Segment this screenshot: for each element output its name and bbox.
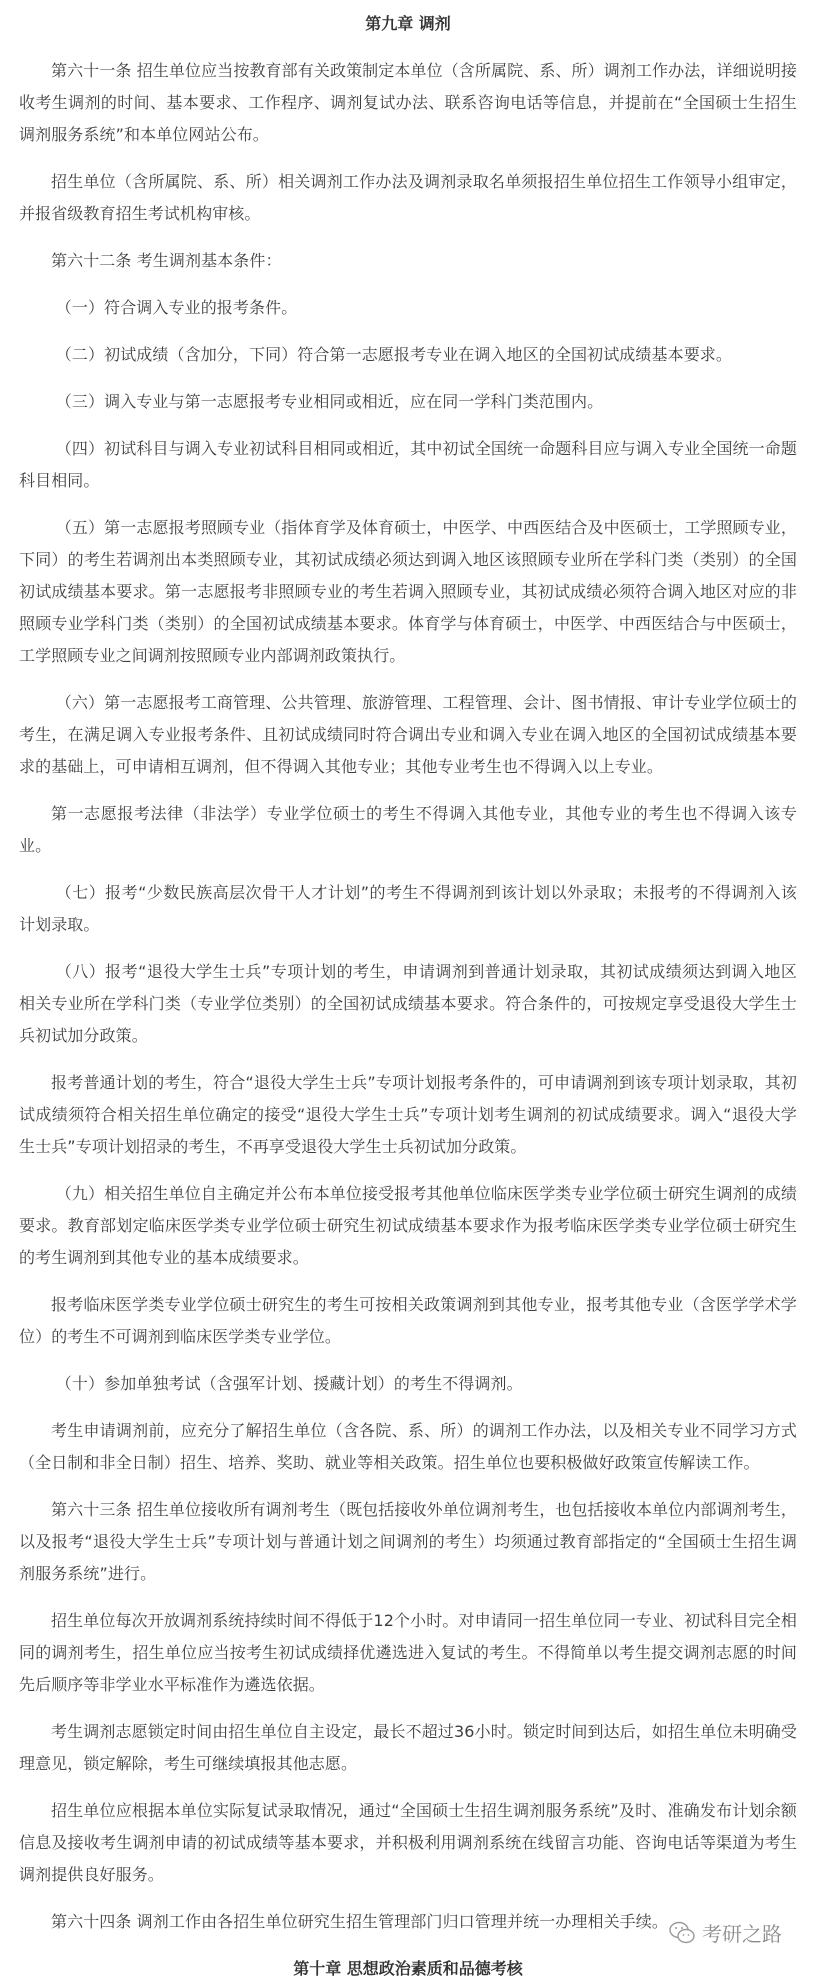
list-item: （六）第一志愿报考工商管理、公共管理、旅游管理、工程管理、会计、图书情报、审计专业学位硕士的考生，在满足调入专业报考条件、且初试成绩同时符合调出专业和调入专业在调入地区的全国初试成绩基本要求的基础上，可申请相互调剂，但不得调入其他专业；其他专业考生也不得调入以上专业。 <box>19 693 797 776</box>
paragraph: 招生单位应根据本单位实际复试录取情况，通过“全国硕士生招生调剂服务系统”及时、准确发布计划余额信息及接收考生调剂申请的初试成绩等基本要求，并积极利用调剂系统在线留言功能、咨询电话等渠道为考生调剂提供良好服务。 <box>19 1801 797 1884</box>
list-item: （一）符合调入专业的报考条件。 <box>55 298 298 317</box>
paragraph: 第六十一条 招生单位应当按教育部有关政策制定本单位（含所属院、系、所）调剂工作办法，详细说明接收考生调剂的时间、基本要求、工作程序、调剂复试办法、联系咨询电话等信息，并提前在“全国硕士生招生调剂服务系统”和本单位网站公布。 <box>19 61 797 144</box>
paragraph-list <box>19 55 797 1938</box>
paragraph: 招生单位每次开放调剂系统持续时间不得低于12个小时。对申请同一招生单位同一专业、初试科目完全相同的调剂考生，招生单位应当按考生初试成绩择优遴选进入复试的考生。不得简单以考生提交调剂志愿的时间先后顺序等非学业水平标准作为遴选依据。 <box>19 1611 797 1694</box>
paragraph: 报考普通计划的考生，符合“退役大学生士兵”专项计划报考条件的，可申请调剂到该专项计划录取，其初试成绩须符合相关招生单位确定的接受“退役大学生士兵”专项计划考生调剂的初试成绩要求。调入“退役大学生士兵”专项计划招录的考生，不再享受退役大学生士兵初试加分政策。 <box>19 1073 797 1156</box>
watermark-text: 考研之路 <box>702 1922 782 1946</box>
list-item: （十）参加单独考试（含强军计划、援藏计划）的考生不得调剂。 <box>55 1374 523 1393</box>
article-body <box>19 8 797 1985</box>
paragraph: 招生单位（含所属院、系、所）相关调剂工作办法及调剂录取名单须报招生单位招生工作领导小组审定，并报省级教育招生考试机构审核。 <box>19 172 797 223</box>
paragraph: 第六十三条 招生单位接收所有调剂考生（既包括接收外单位调剂考生，也包括接收本单位内部调剂考生，以及报考“退役大学生士兵”专项计划与普通计划之间调剂的考生）均须通过教育部指定的“全国硕士生招生调剂服务系统”进行。 <box>19 1500 797 1583</box>
list-item: （三）调入专业与第一志愿报考专业相同或相近，应在同一学科门类范围内。 <box>55 392 604 411</box>
list-item: （二）初试成绩（含加分，下同）符合第一志愿报考专业在调入地区的全国初试成绩基本要求。 <box>55 345 732 364</box>
chapter-title: 第九章 调剂 <box>365 14 451 33</box>
paragraph: 第六十四条 调剂工作由各招生单位研究生招生管理部门归口管理并统一办理相关手续。 <box>51 1912 668 1931</box>
list-item: （九）相关招生单位自主确定并公布本单位接受报考其他单位临床医学类专业学位硕士研究生调剂的成绩要求。教育部划定临床医学类专业学位硕士研究生初试成绩基本要求作为报考临床医学类专业学位硕士研究生的考生调剂到其他专业的基本成绩要求。 <box>19 1184 797 1267</box>
list-item: （八）报考“退役大学生士兵”专项计划的考生，申请调剂到普通计划录取，其初试成绩须达到调入地区相关专业所在学科门类（专业学位类别）的全国初试成绩基本要求。符合条件的，可按规定享受退役大学生士兵初试加分政策。 <box>19 962 797 1045</box>
list-item: （五）第一志愿报考照顾专业（指体育学及体育硕士，中医学、中西医结合及中医硕士，工学照顾专业，下同）的考生若调剂出本类照顾专业，其初试成绩必须达到调入地区该照顾专业所在学科门类（类别）的全国初试成绩基本要求。第一志愿报考非照顾专业的考生若调入照顾专业，其初试成绩必须符合调入地区对应的非照顾专业学科门类（类别）的全国初试成绩基本要求。体育学与体育硕士，中医学、中西医结合与中医硕士，工学照顾专业之间调剂按照顾专业内部调剂政策执行。 <box>19 518 797 665</box>
paragraph: 第一志愿报考法律（非法学）专业学位硕士的考生不得调入其他专业，其他专业的考生也不得调入该专业。 <box>19 804 797 855</box>
paragraph: 报考临床医学类专业学位硕士研究生的考生可按相关政策调剂到其他专业，报考其他专业（含医学学术学位）的考生不可调剂到临床医学类专业学位。 <box>19 1295 797 1346</box>
wechat-icon <box>668 1920 696 1946</box>
watermark <box>668 1918 782 1947</box>
paragraph: 考生申请调剂前，应充分了解招生单位（含各院、系、所）的调剂工作办法，以及相关专业不同学习方式（全日制和非全日制）招生、培养、奖助、就业等相关政策。招生单位也要积极做好政策宣传解读工作。 <box>19 1421 797 1472</box>
list-item: （七）报考“少数民族高层次骨干人才计划”的考生不得调剂到该计划以外录取；未报考的不得调剂入该计划录取。 <box>19 883 797 934</box>
list-item: （四）初试科目与调入专业初试科目相同或相近，其中初试全国统一命题科目应与调入专业全国统一命题科目相同。 <box>19 439 797 490</box>
paragraph: 第六十二条 考生调剂基本条件： <box>51 251 282 270</box>
next-chapter-title: 第十章 思想政治素质和品德考核 <box>293 1959 523 1978</box>
paragraph: 考生调剂志愿锁定时间由招生单位自主设定，最长不超过36小时。锁定时间到达后，如招生单位未明确受理意见，锁定解除，考生可继续填报其他志愿。 <box>19 1722 797 1773</box>
